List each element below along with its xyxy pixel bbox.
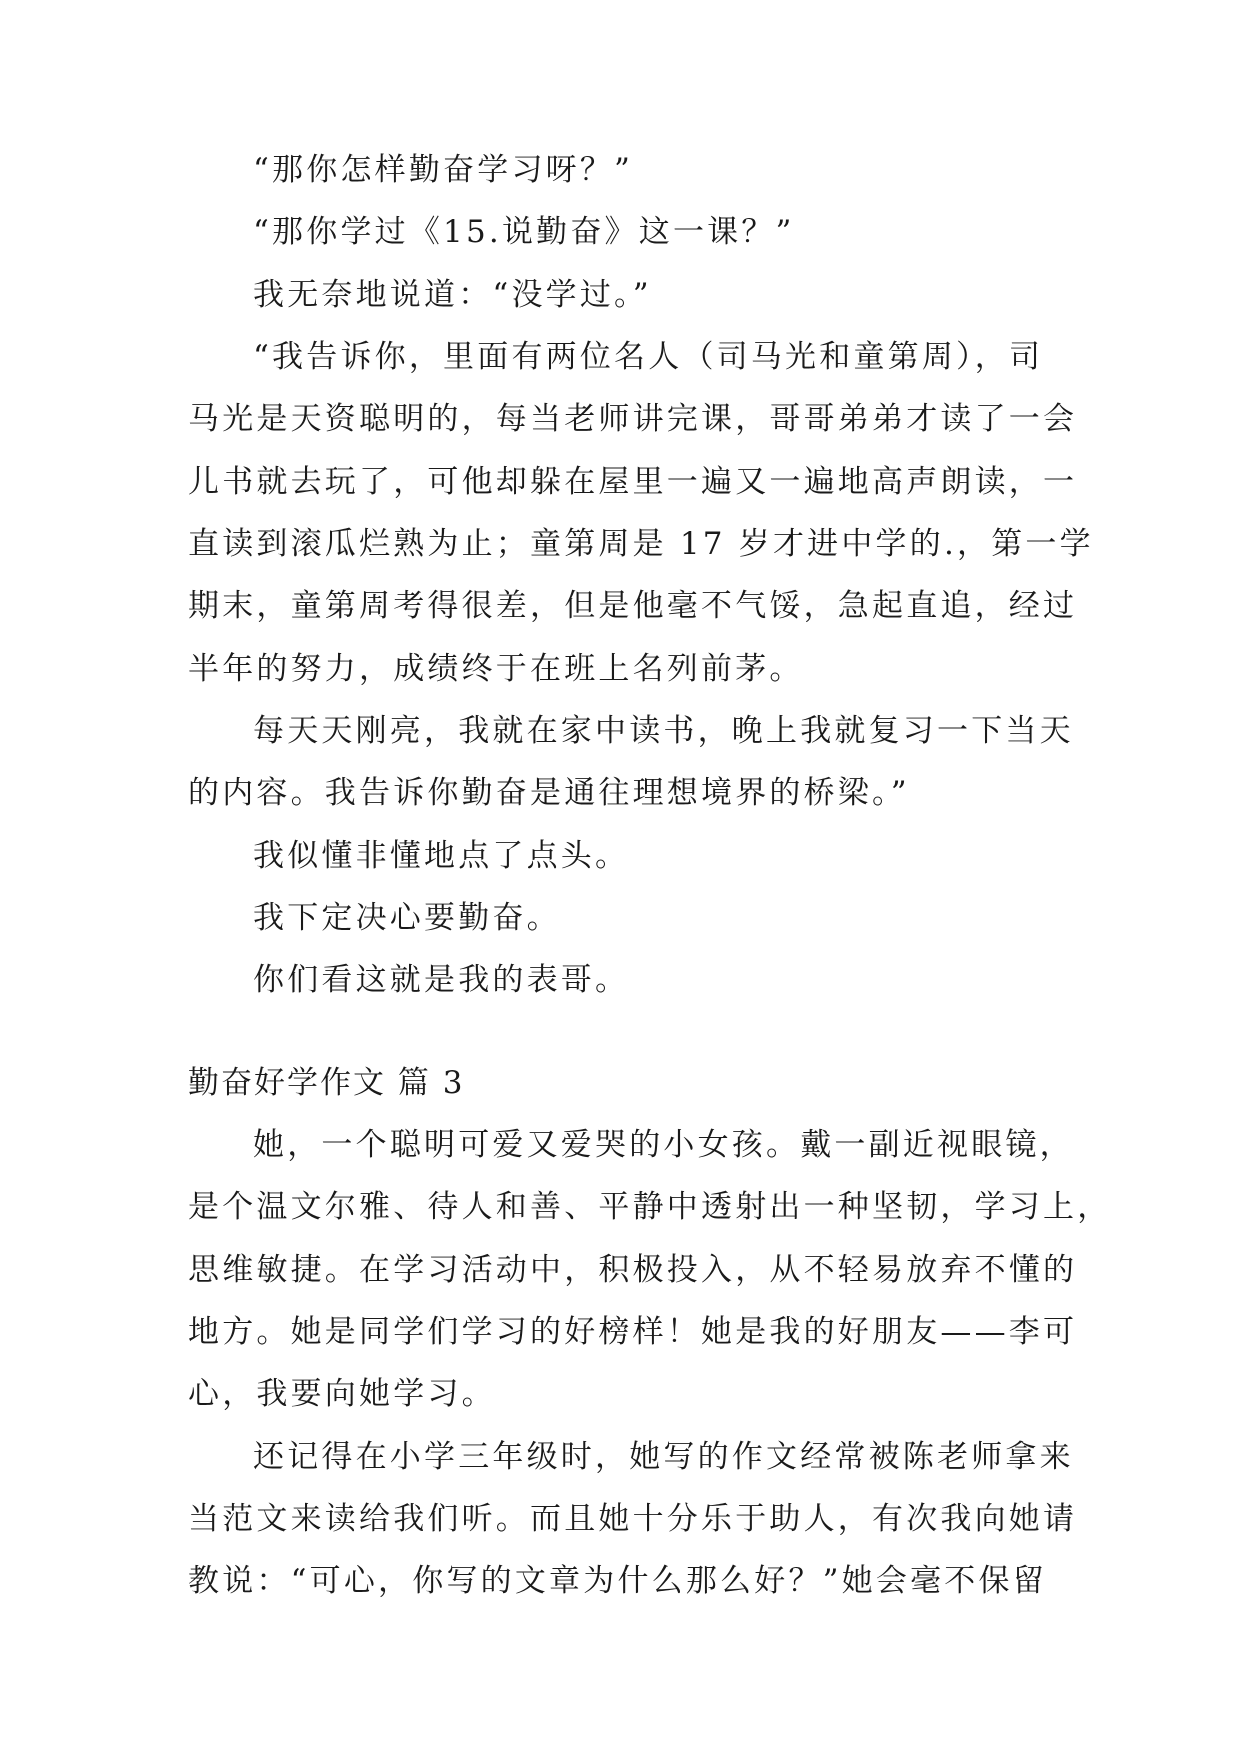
paragraph-line: 我似懂非懂地点了点头。 [253,838,630,874]
paragraph-line: 我下定决心要勤奋。 [253,900,561,936]
paragraph-line: 她，一个聪明可爱又爱哭的小女孩。戴一副近视眼镜， [253,1127,1074,1163]
paragraph-line: “那你怎样勤奋学习呀？” [253,152,634,188]
paragraph-line: 思维敏捷。在学习活动中，积极投入，从不轻易放弃不懂的 [188,1252,1078,1288]
paragraph-line: 每天天刚亮，我就在家中读书，晚上我就复习一下当天 [253,713,1074,749]
paragraph-line: 还记得在小学三年级时，她写的作文经常被陈老师拿来 [253,1439,1074,1475]
paragraph-line: 直读到滚瓜烂熟为止；童第周是 17 岁才进中学的.，第一学 [188,526,1094,562]
paragraph-line: 儿书就去玩了，可他却躲在屋里一遍又一遍地高声朗读，一 [188,464,1078,500]
paragraph-line: 当范文来读给我们听。而且她十分乐于助人，有次我向她请 [188,1501,1078,1537]
section-heading: 勤奋好学作文 篇 3 [188,1065,465,1101]
paragraph-line: 的内容。我告诉你勤奋是通往理想境界的桥梁。” [188,775,910,811]
paragraph-line: “那你学过《15.说勤奋》这一课？” [253,214,795,250]
paragraph-line: “我告诉你，里面有两位名人（司马光和童第周），司 [253,339,1044,375]
paragraph-line: 我无奈地说道：“没学过。” [253,277,652,313]
paragraph-line: 马光是天资聪明的，每当老师讲完课，哥哥弟弟才读了一会 [188,401,1078,437]
paragraph-line: 教说：“可心，你写的文章为什么那么好？”她会毫不保留 [188,1563,1047,1599]
paragraph-line: 期末，童第周考得很差，但是他毫不气馁，急起直追，经过 [188,588,1078,624]
paragraph-line: 半年的努力，成绩终于在班上名列前茅。 [188,651,804,687]
paragraph-line: 心，我要向她学习。 [188,1376,496,1412]
paragraph-line: 你们看这就是我的表哥。 [253,962,630,998]
paragraph-line: 地方。她是同学们学习的好榜样！她是我的好朋友——李可 [188,1314,1078,1350]
paragraph-line: 是个温文尔雅、待人和善、平静中透射出一种坚韧，学习上， [188,1189,1112,1225]
